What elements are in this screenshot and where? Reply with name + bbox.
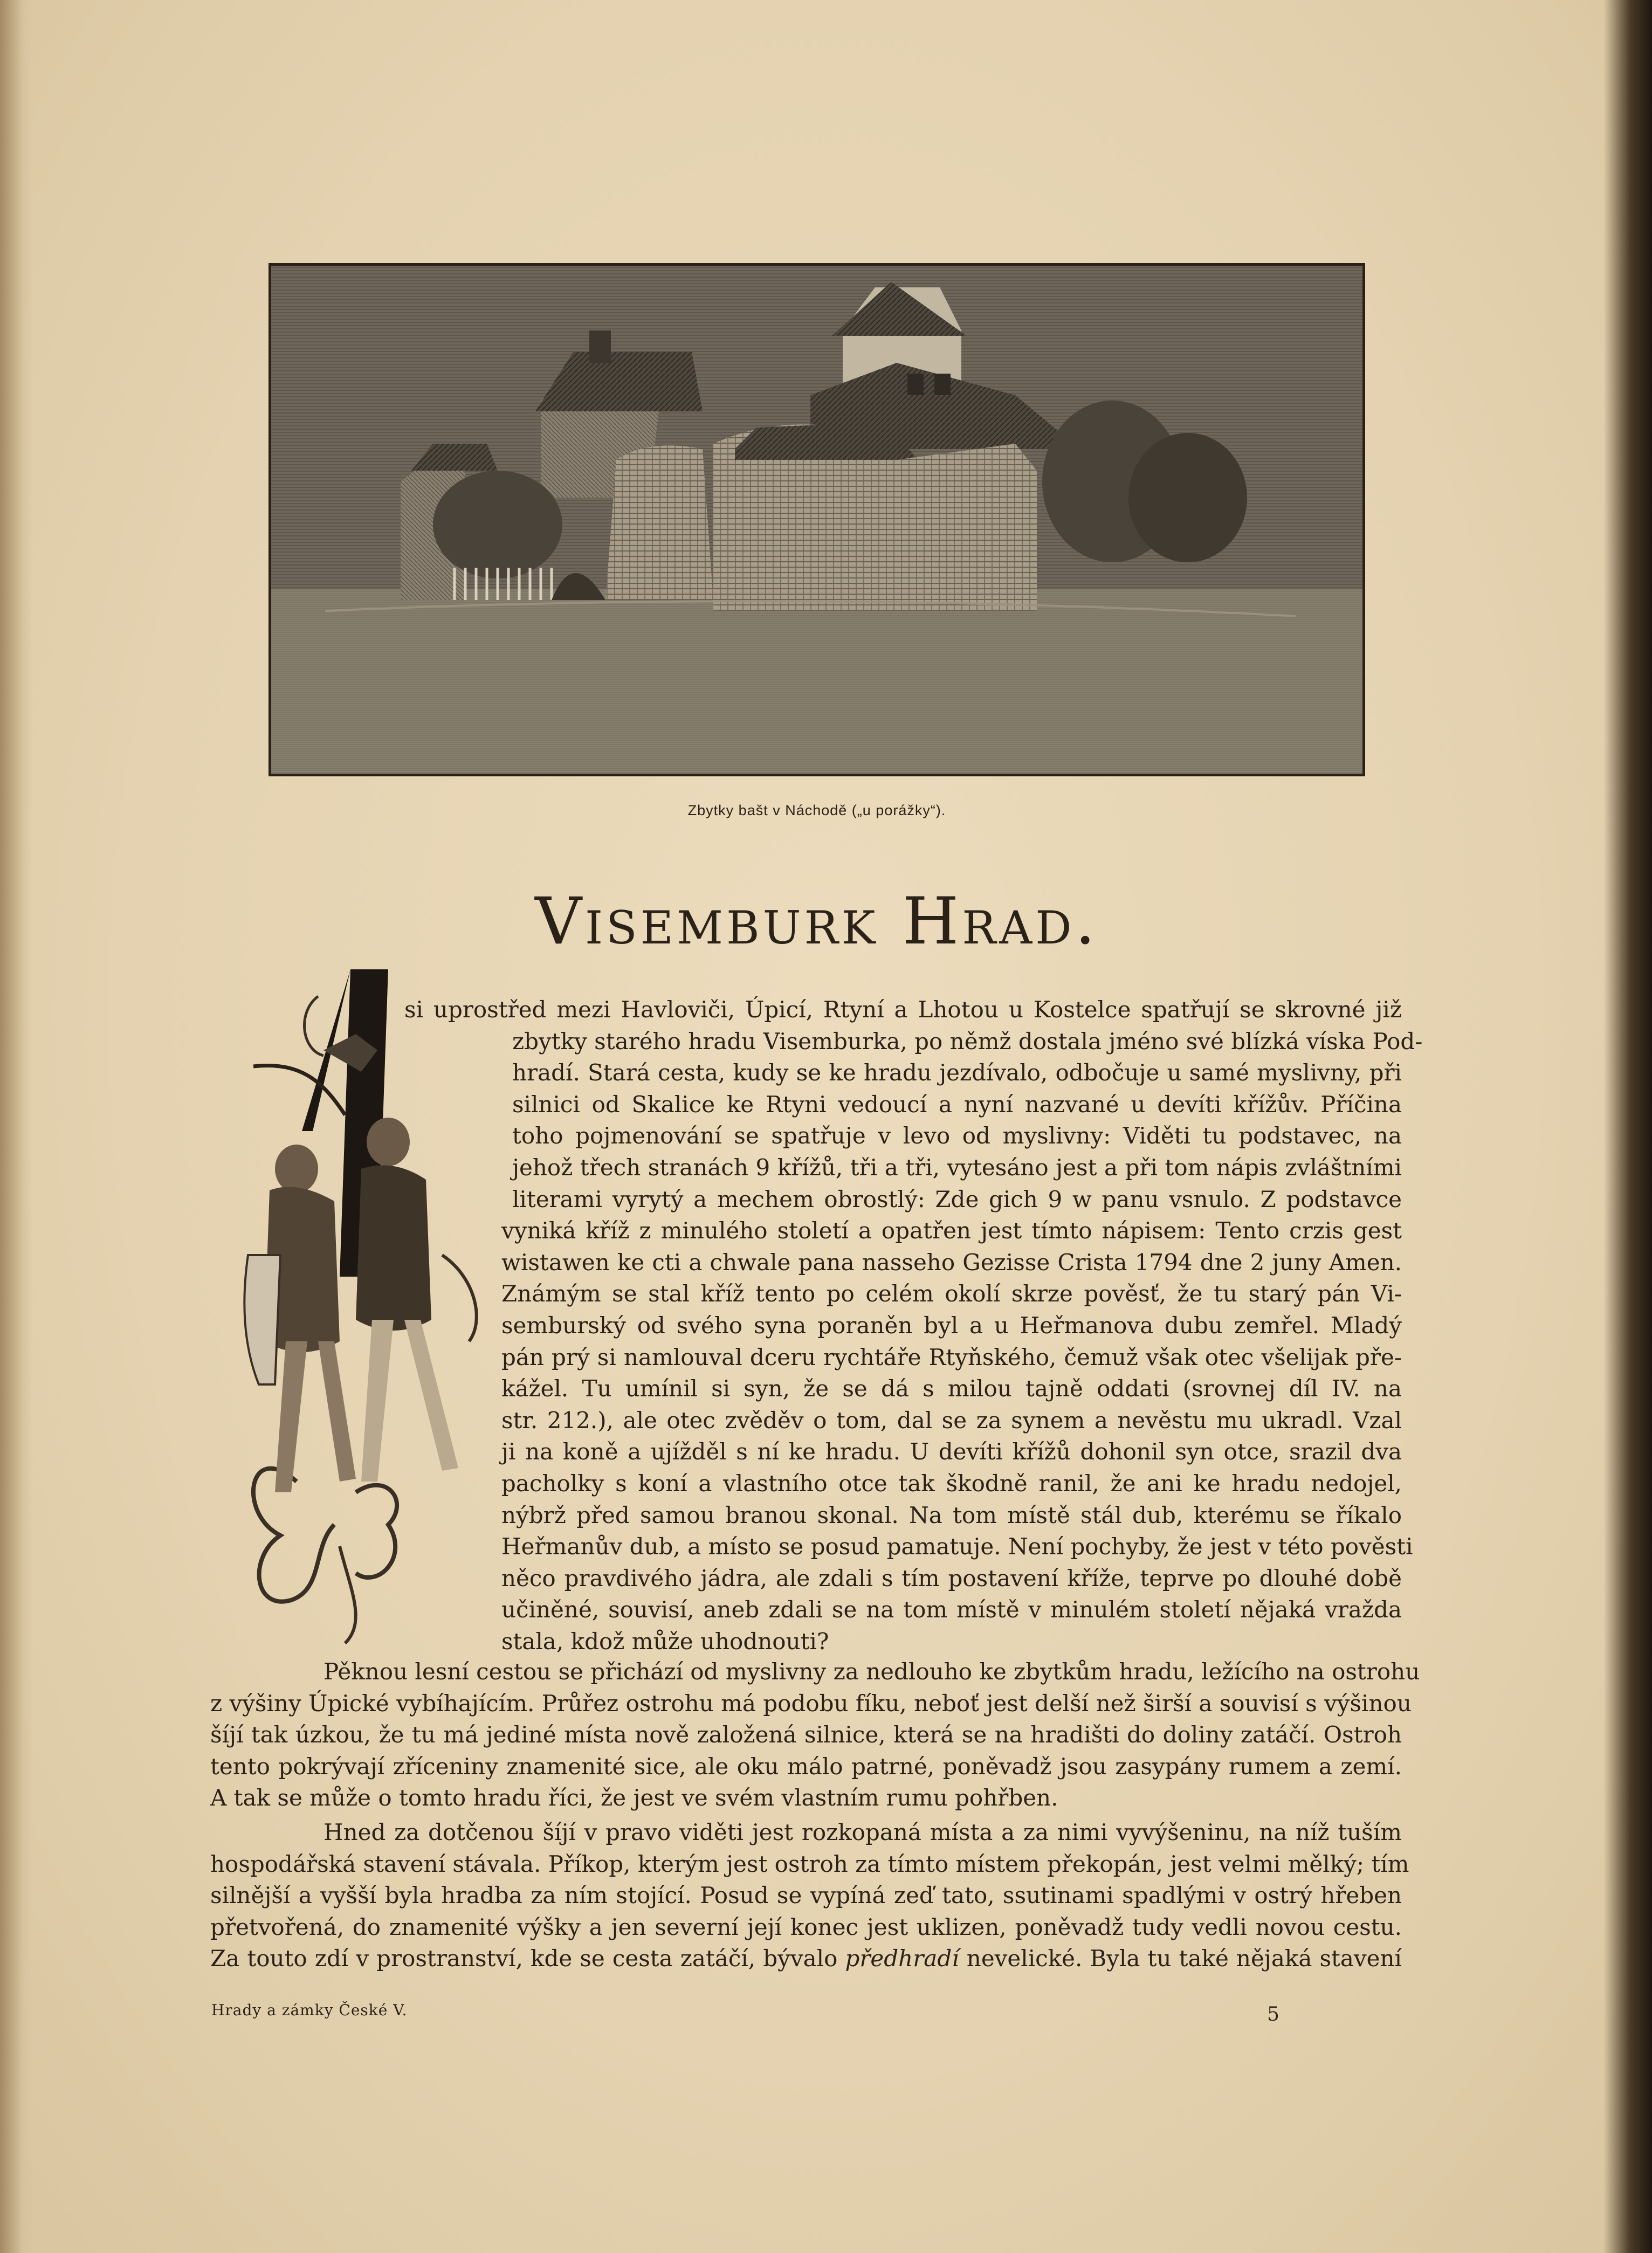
text-line: učiněné, souvisí, aneb zdali se na tom místě v minulém století nějaká vražda: [501, 1596, 1402, 1623]
text-line: hospodářská stavení stávala. Příkop, kterým jest ostroh za tímto místem překopán, jest velmi mělký; tím: [210, 1850, 1409, 1877]
text-line: A tak se může o tomto hradu říci, že jest ve svém vlastním rumu pohřben.: [210, 1785, 1058, 1811]
text-line: nýbrž před samou branou skonal. Na tom místě stál dub, kterému se říkalo: [501, 1501, 1402, 1528]
text-line: silnici od Skalice ke Rtyni vedoucí a nyní nazvané u devíti křížův. Příčina: [512, 1091, 1402, 1118]
text-segment: nevelické. Byla tu také nějaká stavení: [959, 1945, 1402, 1972]
paragraph-1: [404, 994, 1423, 1657]
text-line: pacholky s koní a vlastního otce tak škodně ranil, že ani ke hradu nedojel,: [501, 1470, 1402, 1497]
decorated-initial: [216, 953, 518, 1649]
text-line: ji na koně a ujížděl s ní ke hradu. U devíti křížů dohonil syn otce, srazil dva: [501, 1438, 1402, 1465]
text-line: hradí. Stará cesta, kudy se ke hradu jezdívalo, odbočuje u samé myslivny, při: [512, 1059, 1402, 1086]
paragraph-2: [210, 1656, 1420, 1814]
text-line: zbytky starého hradu Visemburka, po němž dostala jméno své blízká víska Pod-: [512, 1028, 1423, 1055]
text-line: přetvořená, do znamenité výšky a jen severní její konec jest uklizen, poněvadž tudy vedli novou cestu.: [210, 1913, 1402, 1940]
engraving-illustration: [269, 263, 1365, 776]
bastions-engraving: [271, 266, 1362, 774]
running-footer: Hrady a zámky České V.: [211, 2001, 408, 2019]
text-line: semburský od svého syna poraněn byl a u Heřmanova dubu zemřel. Mladý: [501, 1312, 1402, 1339]
text-line: šíjí tak úzkou, že tu má jediné místa nově založená silnice, která se na hradišti do doliny zatáčí. Ostroh: [210, 1721, 1402, 1748]
text-line: z výšiny Úpické vybíhajícím. Průřez ostrohu má podobu fíku, neboť jest delší než širší a souvisí s výšinou: [210, 1690, 1412, 1717]
text-line: tento pokrývají zříceniny znamenité sice, ale oku málo patrné, poněvadž jsou zasypány rumem a zemí.: [210, 1753, 1402, 1780]
text-line: si uprostřed mezi Havloviči, Úpicí, Rtyní a Lhotou u Kostelce spatřují se skrovné již: [404, 996, 1402, 1023]
text-line: vyniká kříž z minulého století a opatřen jest tímto nápisem: Tento crzis gest: [501, 1217, 1402, 1244]
text-line: pán prý si namlouval dceru rychtáře Rtyňského, čemuž však otec všelijak pře-: [501, 1343, 1402, 1370]
text-line: wistawen ke cti a chwale pana nasseho Gezisse Crista 1794 dne 2 juny Amen.: [501, 1249, 1402, 1276]
text-segment: Za touto zdí v prostranství, kde se cesta zatáčí, bývalo: [210, 1945, 845, 1972]
text-line-with-italic: [210, 1943, 1402, 1975]
text-line: Pěknou lesní cestou se přichází od myslivny za nedlouho ke zbytkům hradu, ležícího na ostrohu: [323, 1658, 1420, 1685]
chapter-title: Visemburk Hrad.: [535, 884, 1099, 959]
text-line: Heřmanův dub, a místo se posud pamatuje. Není pochyby, že jest v této pověsti: [501, 1533, 1413, 1560]
text-line: Známým se stal kříž tento po celém okolí skrze pověsť, že tu starý pán Vi-: [501, 1280, 1402, 1307]
page-edge-shadow: [1603, 0, 1652, 2253]
paragraph-3: [210, 1817, 1409, 1975]
initial-a-ornament: [216, 953, 518, 1649]
text-line: literami vyrytý a mechem obrostlý: Zde gich 9 w panu vsnulo. Z podstavce: [512, 1186, 1402, 1212]
text-line: něco pravdivého jádra, ale zdali s tím postavení kříže, teprve po dlouhé době: [501, 1565, 1402, 1591]
text-line: jehož třech stranách 9 křížů, tři a tři, vytesáno jest a při tom nápis zvláštními: [512, 1154, 1402, 1181]
illustration-caption: Zbytky bašt v Náchodě („u porážky“).: [687, 802, 946, 818]
text-line: silnější a vyšší byla hradba za ním stojící. Posud se vypíná zeď tato, ssutinami spadlými v ostrý hřeben: [210, 1882, 1402, 1909]
page-number: 5: [1267, 2003, 1279, 2025]
text-line: toho pojmenování se spatřuje v levo od myslivny: Viděti tu podstavec, na: [512, 1122, 1402, 1149]
book-spine-shadow: [0, 0, 32, 2253]
italic-term: předhradí: [845, 1945, 959, 1972]
text-line: kážel. Tu umínil si syn, že se dá s milou tajně oddati (srovnej díl IV. na: [501, 1375, 1402, 1402]
text-line: stala, kdož může uhodnouti?: [501, 1628, 829, 1655]
text-line: Hned za dotčenou šíjí v pravo viděti jest rozkopaná místa a za nimi vyvýšeninu, na níž tuším: [323, 1819, 1402, 1845]
text-line: str. 212.), ale otec zvěděv o tom, dal se za synem a nevěstu mu ukradl. Vzal: [501, 1407, 1402, 1434]
